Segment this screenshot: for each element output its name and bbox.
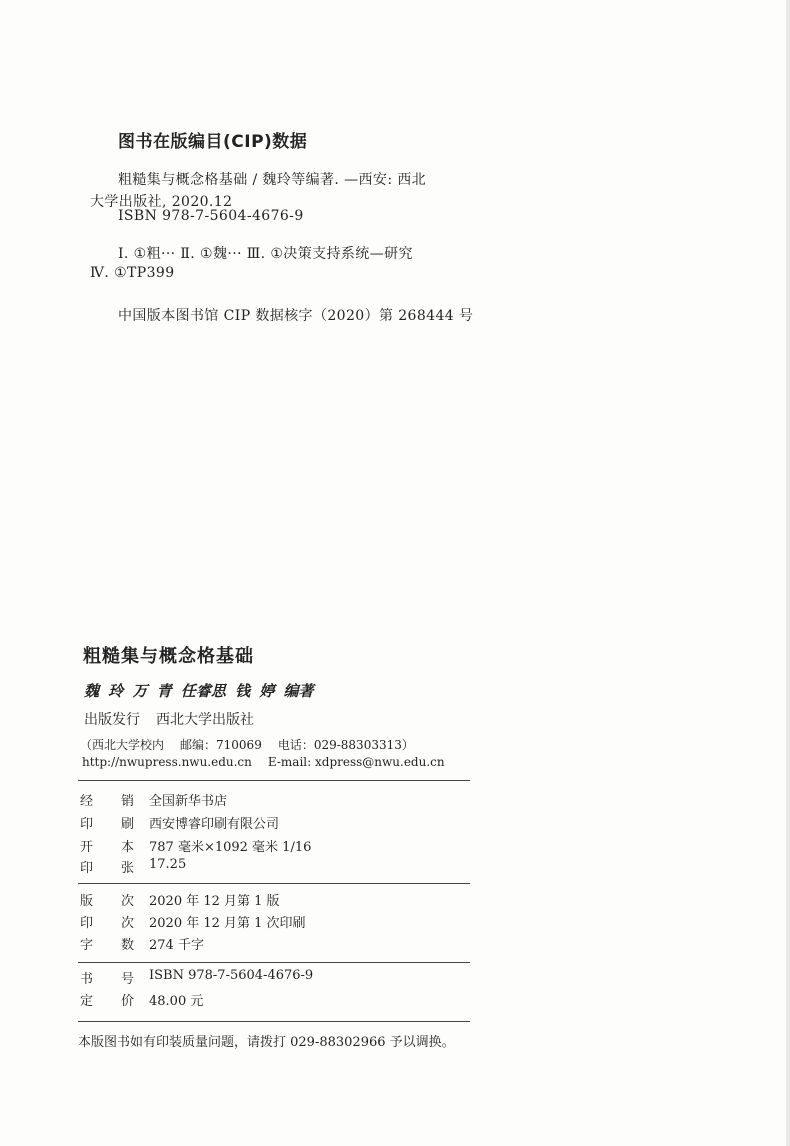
book-title: 粗糙集与概念格基础	[83, 646, 254, 667]
cip-classification-code: Ⅳ. ①TP399	[90, 265, 175, 281]
cip-classification: Ⅰ. ①粗··· Ⅱ. ①魏··· Ⅲ. ①决策支持系统—研究	[118, 246, 413, 262]
web-line	[82, 755, 445, 769]
info-value: 2020 年 12 月第 1 版	[149, 894, 280, 909]
info-label: 次	[121, 916, 135, 931]
publisher-label: 出版发行	[84, 712, 140, 728]
cip-verification-number: 中国版本图书馆 CIP 数据核字（2020）第 268444 号	[118, 308, 474, 324]
info-value: 2020 年 12 月第 1 次印刷	[149, 916, 306, 931]
info-label: 版	[80, 894, 94, 909]
info-label: 字	[80, 938, 94, 953]
info-value: 西安博睿印刷有限公司	[149, 817, 280, 832]
authors-line: 魏 玲 万 青 任睿思 钱 婷 编著	[84, 682, 314, 700]
address: （西北大学校内	[80, 738, 165, 752]
divider	[78, 780, 470, 781]
publisher-name: 西北大学出版社	[156, 712, 254, 728]
info-label: 数	[121, 938, 135, 953]
divider	[78, 962, 470, 963]
email-link[interactable]: E-mail: xdpress@nwu.edu.cn	[267, 755, 445, 769]
publisher-line	[84, 709, 254, 729]
info-value: 全国新华书店	[149, 794, 228, 809]
info-label: 书	[80, 972, 94, 987]
phone: 电话：029-88303313）	[277, 738, 414, 752]
info-value: ISBN 978-7-5604-4676-9	[149, 968, 314, 983]
info-label: 印	[80, 861, 94, 876]
website-link[interactable]: http://nwupress.nwu.edu.cn	[82, 755, 252, 769]
cip-isbn: ISBN 978-7-5604-4676-9	[118, 208, 304, 224]
info-label: 号	[121, 972, 135, 987]
address-line	[80, 736, 430, 753]
info-label: 次	[121, 894, 135, 909]
info-value: 787 毫米×1092 毫米 1/16	[149, 840, 312, 855]
postcode: 邮编：710069	[180, 738, 262, 752]
cip-publisher-line: 大学出版社, 2020.12	[90, 194, 233, 210]
info-label: 经	[80, 794, 94, 809]
cip-heading: 图书在版编目(CIP)数据	[118, 132, 308, 152]
info-label: 开	[80, 840, 94, 855]
info-label: 刷	[121, 817, 135, 832]
info-label: 销	[121, 794, 135, 809]
info-label: 张	[121, 861, 135, 876]
info-label: 印	[80, 817, 94, 832]
cip-title-line: 粗糙集与概念格基础 / 魏玲等编著. —西安: 西北	[118, 172, 427, 188]
quality-notice: 本版图书如有印装质量问题，请拨打 029-88302966 予以调换。	[78, 1035, 455, 1050]
info-label: 印	[80, 916, 94, 931]
info-label: 价	[121, 994, 135, 1009]
divider	[78, 883, 470, 884]
info-value: 274 千字	[149, 938, 204, 953]
page-edge-shadow	[786, 0, 790, 1146]
info-value: 17.25	[149, 857, 187, 872]
info-value: 48.00 元	[149, 994, 204, 1009]
info-label: 本	[121, 840, 135, 855]
info-label: 定	[80, 994, 94, 1009]
divider	[78, 1021, 470, 1022]
